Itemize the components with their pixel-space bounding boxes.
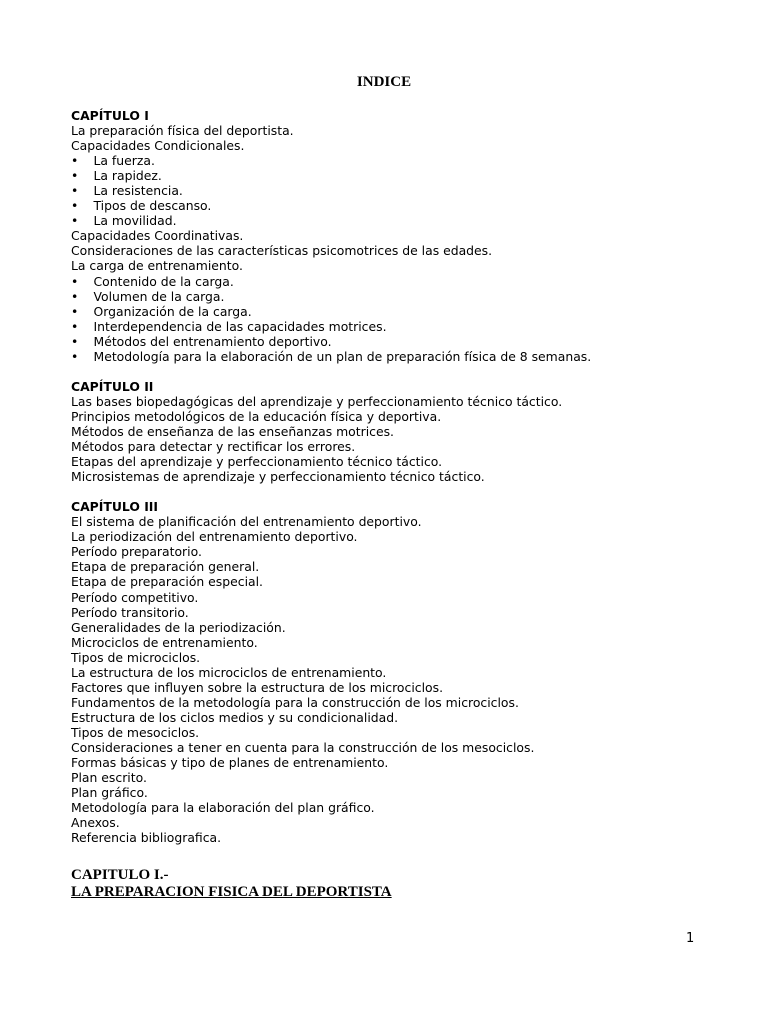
toc-bullet-text: La movilidad. bbox=[93, 213, 177, 229]
toc-entry: Fundamentos de la metodología para la construcción de los microciclos. bbox=[71, 694, 519, 710]
bullet-icon: • bbox=[71, 288, 79, 304]
toc-bullet-text: Organización de la carga. bbox=[93, 303, 252, 319]
toc-entry: Tipos de mesociclos. bbox=[71, 724, 200, 740]
toc-entry: Formas básicas y tipo de planes de entrenamiento. bbox=[71, 755, 389, 771]
toc-spacer bbox=[71, 484, 711, 499]
toc-bullet-item bbox=[71, 153, 711, 168]
toc-bullet-text: Volumen de la carga. bbox=[93, 288, 225, 304]
bullet-icon: • bbox=[71, 198, 79, 214]
toc-bullet-item bbox=[71, 334, 711, 349]
toc-entry: Estructura de los ciclos medios y su condicionalidad. bbox=[71, 709, 399, 725]
toc-bullet-text: La rapidez. bbox=[93, 168, 162, 184]
toc-bullet-text: Metodología para la elaboración de un plan de preparación física de 8 semanas. bbox=[93, 348, 592, 364]
toc-entry: Plan escrito. bbox=[71, 770, 147, 786]
bullet-icon: • bbox=[71, 318, 79, 334]
bullet-icon: • bbox=[71, 273, 79, 289]
toc-chapter-heading: CAPÍTULO I bbox=[71, 108, 149, 123]
toc-entry: Factores que influyen sobre la estructura de los microciclos. bbox=[71, 679, 444, 695]
toc-entry: Etapa de preparación general. bbox=[71, 559, 260, 575]
toc-bullet-item bbox=[71, 349, 711, 364]
toc-entry: Consideraciones a tener en cuenta para la construcción de los mesociclos. bbox=[71, 739, 535, 755]
bullet-icon: • bbox=[71, 348, 79, 364]
table-of-contents bbox=[71, 108, 711, 845]
toc-bullet-item bbox=[71, 168, 711, 183]
toc-entry: Anexos. bbox=[71, 815, 120, 831]
toc-entry: Generalidades de la periodización. bbox=[71, 619, 286, 635]
bullet-icon: • bbox=[71, 333, 79, 349]
toc-entry: La carga de entrenamiento. bbox=[71, 258, 243, 274]
toc-entry: Plan gráfico. bbox=[71, 785, 148, 801]
bullet-icon: • bbox=[71, 168, 79, 184]
toc-bullet-item bbox=[71, 183, 711, 198]
bullet-icon: • bbox=[71, 213, 79, 229]
toc-chapter-heading: CAPÍTULO II bbox=[71, 378, 154, 394]
page-number: 1 bbox=[686, 931, 695, 946]
toc-entry: El sistema de planificación del entrenamiento deportivo. bbox=[71, 514, 422, 530]
toc-bullet-item bbox=[71, 274, 711, 289]
toc-spacer bbox=[71, 364, 711, 379]
toc-entry: Principios metodológicos de la educación física y deportiva. bbox=[71, 408, 442, 424]
chapter-title: CAPITULO I.- bbox=[71, 867, 169, 883]
toc-bullet-item bbox=[71, 213, 711, 228]
toc-entry: Microciclos de entrenamiento. bbox=[71, 634, 258, 650]
toc-bullet-text: La resistencia. bbox=[93, 183, 183, 199]
toc-bullet-item bbox=[71, 304, 711, 319]
toc-bullet-item bbox=[71, 319, 711, 334]
toc-entry: Etapa de preparación especial. bbox=[71, 574, 263, 590]
toc-entry: Las bases biopedagógicas del aprendizaje y perfeccionamiento técnico táctico. bbox=[71, 393, 563, 409]
toc-entry: Tipos de microciclos. bbox=[71, 649, 201, 665]
toc-bullet-text: Métodos del entrenamiento deportivo. bbox=[93, 333, 332, 349]
toc-entry: Capacidades Condicionales. bbox=[71, 138, 245, 154]
toc-entry: Capacidades Coordinativas. bbox=[71, 228, 244, 244]
bullet-icon: • bbox=[71, 153, 79, 169]
toc-chapter-heading: CAPÍTULO III bbox=[71, 499, 159, 515]
page-title: INDICE bbox=[356, 74, 412, 90]
toc-entry: Período transitorio. bbox=[71, 604, 189, 620]
toc-bullet-item bbox=[71, 289, 711, 304]
toc-entry: Metodología para la elaboración del plan gráfico. bbox=[71, 800, 375, 816]
toc-bullet-item bbox=[71, 198, 711, 213]
toc-bullet-text: Tipos de descanso. bbox=[93, 198, 212, 214]
toc-entry: Métodos para detectar y rectificar los errores. bbox=[71, 439, 356, 455]
toc-entry: Métodos de enseñanza de las enseñanzas motrices. bbox=[71, 423, 394, 439]
chapter-subtitle: LA PREPARACION FISICA DEL DEPORTISTA bbox=[71, 884, 392, 900]
toc-entry: Microsistemas de aprendizaje y perfeccionamiento técnico táctico. bbox=[71, 469, 485, 485]
toc-entry: Período preparatorio. bbox=[71, 544, 202, 560]
toc-entry: La periodización del entrenamiento deportivo. bbox=[71, 529, 358, 545]
toc-entry: Etapas del aprendizaje y perfeccionamiento técnico táctico. bbox=[71, 454, 443, 470]
toc-entry: Referencia bibliografica. bbox=[71, 830, 222, 846]
toc-bullet-text: Contenido de la carga. bbox=[93, 273, 234, 289]
toc-entry: Consideraciones de las características psicomotrices de las edades. bbox=[71, 243, 493, 259]
toc-entry: La estructura de los microciclos de entrenamiento. bbox=[71, 664, 387, 680]
bullet-icon: • bbox=[71, 303, 79, 319]
bullet-icon: • bbox=[71, 183, 79, 199]
toc-entry: La preparación física del deportista. bbox=[71, 123, 294, 139]
toc-bullet-text: La fuerza. bbox=[93, 153, 155, 169]
toc-entry: Período competitivo. bbox=[71, 589, 199, 605]
toc-bullet-text: Interdependencia de las capacidades motrices. bbox=[93, 318, 387, 334]
